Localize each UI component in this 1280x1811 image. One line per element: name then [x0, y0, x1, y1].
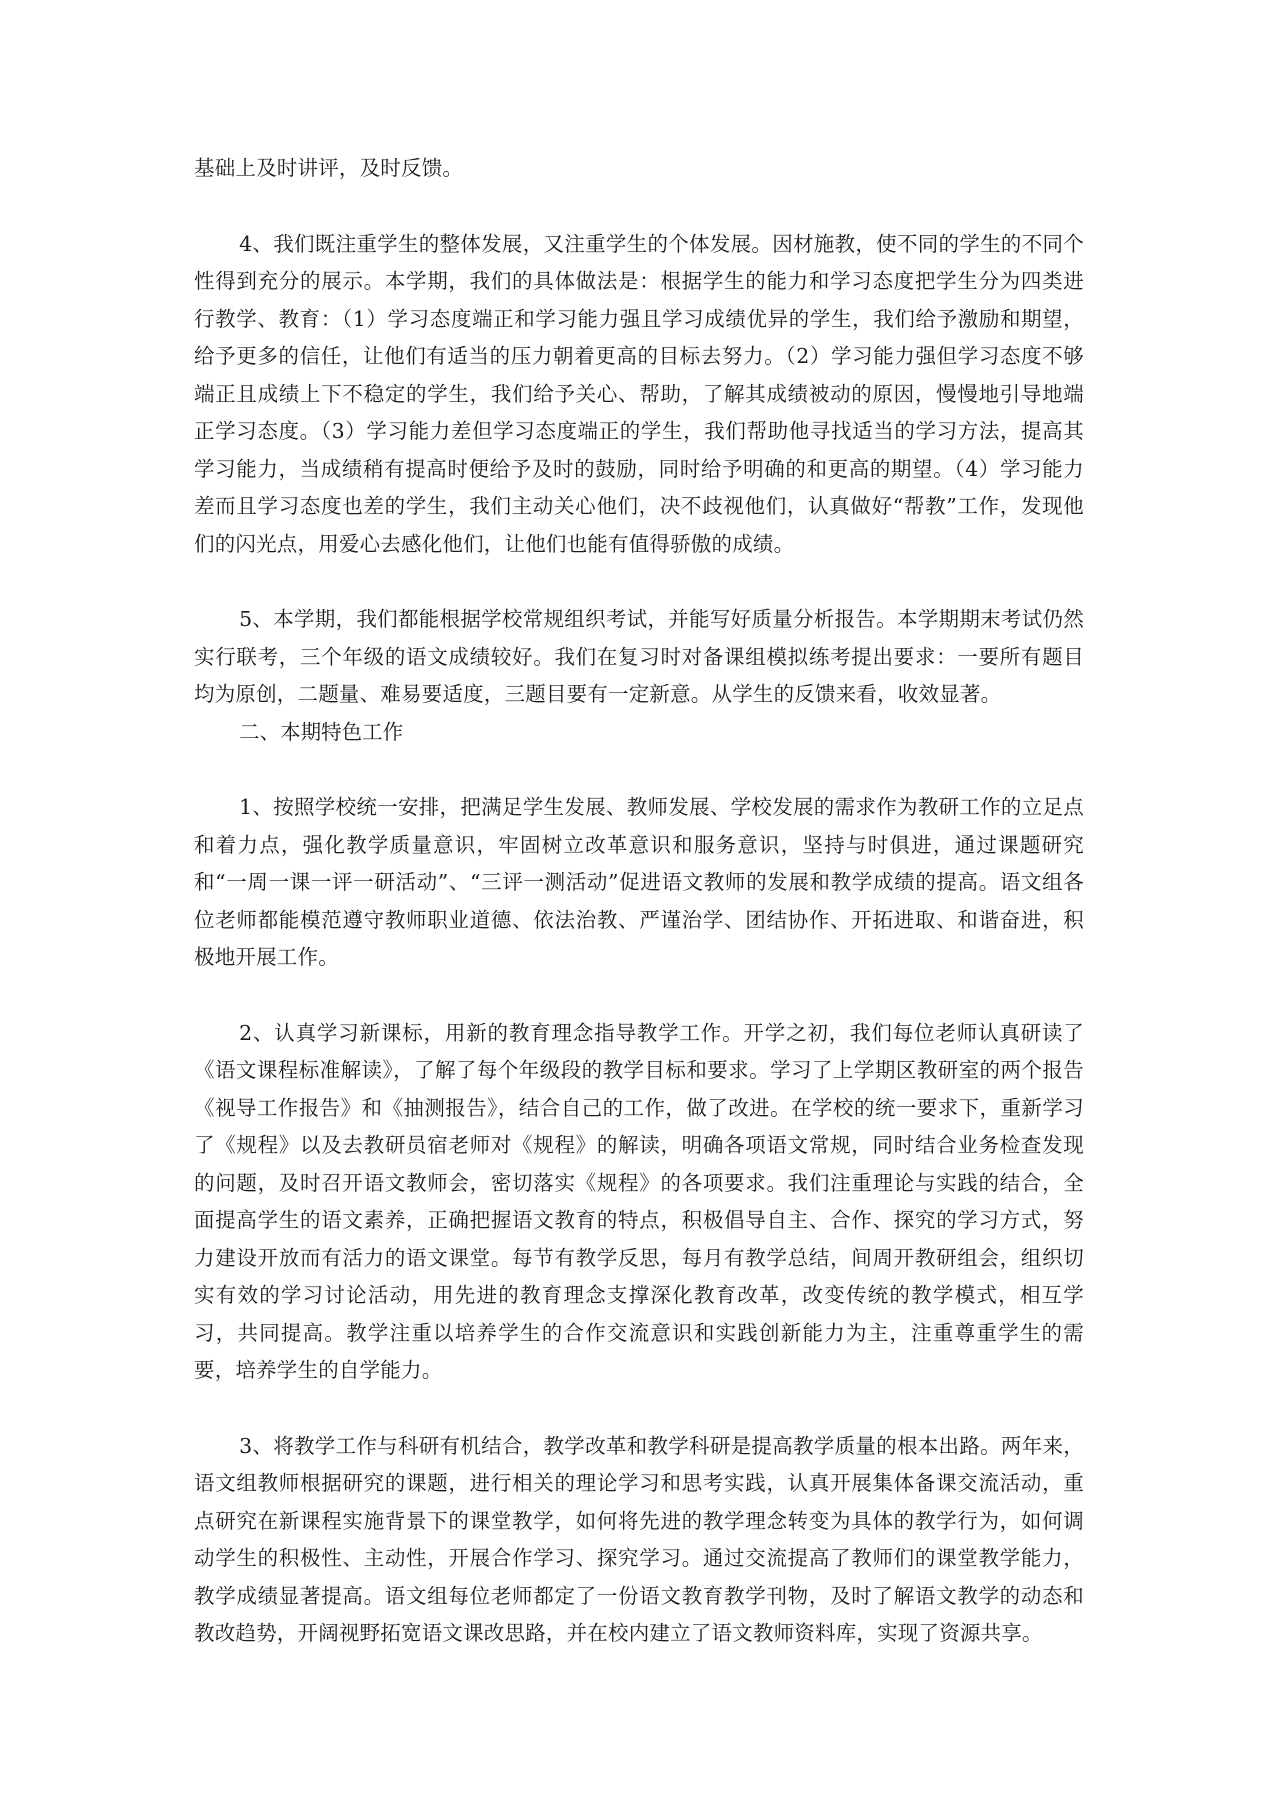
- paragraph-feature-1: 1、按照学校统一安排，把满足学生发展、教师发展、学校发展的需求作为教研工作的立足点和着力点，强化教学质量意识，牢固树立改革意识和服务意识，坚持与时俱进，通过课题研究和“一周一课一评一研活动”、“三评一测活动”促进语文教师的发展和教学成绩的提高。语文组各位老师都能模范遵守教师职业道德、依法治教、严谨治学、团结协作、开拓进取、和谐奋进，积极地开展工作。: [194, 795, 1084, 969]
- paragraph-feature-2: 2、认真学习新课标，用新的教育理念指导教学工作。开学之初，我们每位老师认真研读了《语文课程标准解读》，了解了每个年级段的教学目标和要求。学习了上学期区教研室的两个报告《视导工作报告》和《抽测报告》，结合自己的工作，做了改进。在学校的统一要求下，重新学习了《规程》以及去教研员宿老师对《规程》的解读，明确各项语文常规，同时结合业务检查发现的问题，及时召开语文教师会，密切落实《规程》的各项要求。我们注重理论与实践的结合，全面提高学生的语文素养，正确把握语文教育的特点，积极倡导自主、合作、探究的学习方式，努力建设开放而有活力的语文课堂。每节有教学反思，每月有教学总结，间周开教研组会，组织切实有效的学习讨论活动，用先进的教育理念支撑深化教育改革，改变传统的教学模式，相互学习，共同提高。教学注重以培养学生的合作交流意识和实践创新能力为主，注重尊重学生的需要，培养学生的自学能力。: [194, 1020, 1084, 1382]
- document-page: [194, 150, 1084, 1653]
- paragraph-continuation: 基础上及时讲评，及时反馈。: [194, 156, 464, 180]
- paragraph-feature-3: 3、将教学工作与科研有机结合，教学改革和教学科研是提高教学质量的根本出路。两年来，语文组教师根据研究的课题，进行相关的理论学习和思考实践，认真开展集体备课交流活动，重点研究在新课程实施背景下的课堂教学，如何将先进的教学理念转变为具体的教学行为，如何调动学生的积极性、主动性，开展合作学习、探究学习。通过交流提高了教师们的课堂教学能力，教学成绩显著提高。语文组每位老师都定了一份语文教育教学刊物，及时了解语文教学的动态和教改趋势，开阔视野拓宽语文课改思路，并在校内建立了语文教师资料库，实现了资源共享。: [194, 1433, 1084, 1645]
- section-heading: 二、本期特色工作: [239, 719, 404, 744]
- paragraph-item-5: 5、本学期，我们都能根据学校常规组织考试，并能写好质量分析报告。本学期期末考试仍然实行联考，三个年级的语文成绩较好。我们在复习时对备课组模拟练考提出要求：一要所有题目均为原创，二题量、难易要适度，三题目要有一定新意。从学生的反馈来看，收效显著。: [194, 607, 1084, 706]
- paragraph-item-4: 4、我们既注重学生的整体发展，又注重学生的个体发展。因材施教，使不同的学生的不同个性得到充分的展示。本学期，我们的具体做法是：根据学生的能力和学习态度把学生分为四类进行教学、教育：（1）学习态度端正和学习能力强且学习成绩优异的学生，我们给予激励和期望，给予更多的信任，让他们有适当的压力朝着更高的目标去努力。（2）学习能力强但学习态度不够端正且成绩上下不稳定的学生，我们给予关心、帮助，了解其成绩被动的原因，慢慢地引导地端正学习态度。（3）学习能力差但学习态度端正的学生，我们帮助他寻找适当的学习方法，提高其学习能力，当成绩稍有提高时便给予及时的鼓励，同时给予明确的和更高的期望。（4）学习能力差而且学习态度也差的学生，我们主动关心他们，决不歧视他们，认真做好“帮教”工作，发现他们的闪光点，用爱心去感化他们，让他们也能有值得骄傲的成绩。: [194, 231, 1084, 556]
